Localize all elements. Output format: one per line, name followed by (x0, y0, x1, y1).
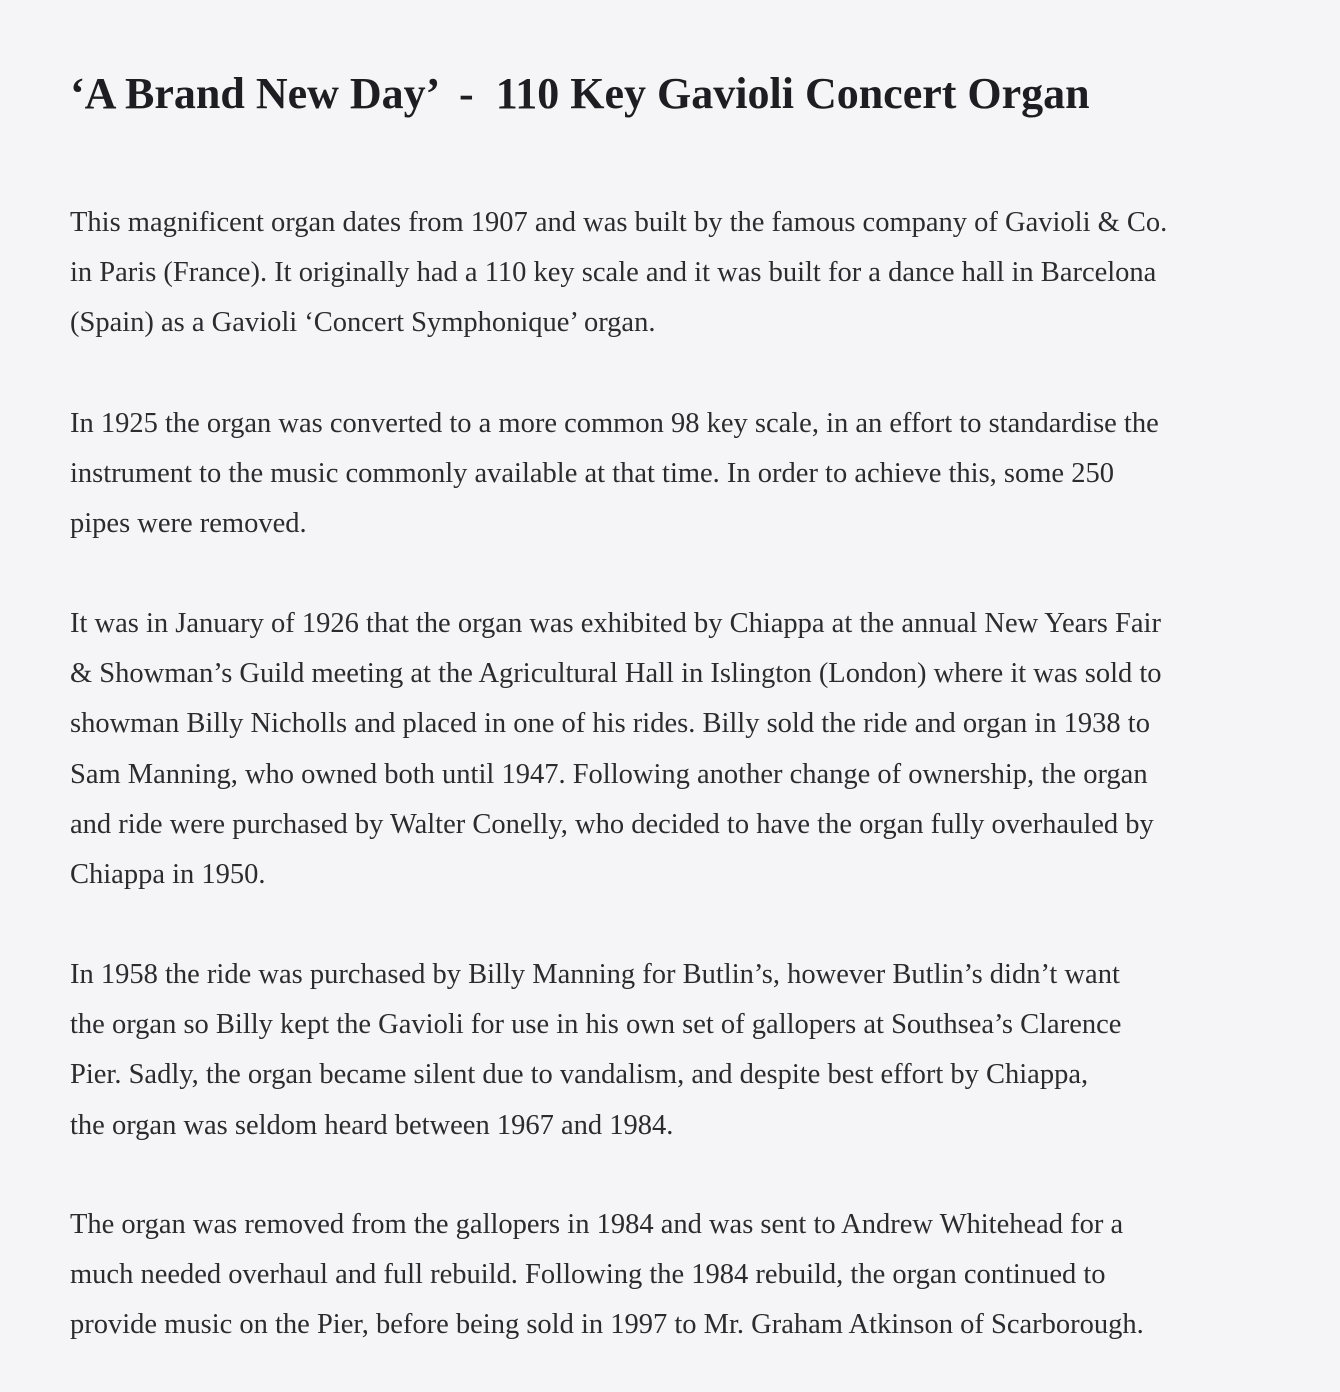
paragraph-line: showman Billy Nicholls and placed in one of his rides. Billy sold the ride and organ in 1938 to (70, 708, 1150, 740)
paragraph-line: & Showman’s Guild meeting at the Agricultural Hall in Islington (London) where it was sold to (70, 658, 1162, 690)
paragraph-line: much needed overhaul and full rebuild. Following the 1984 rebuild, the organ continued to (70, 1259, 1106, 1291)
paragraph-3 (70, 599, 1162, 900)
paragraph-line: It was in January of 1926 that the organ was exhibited by Chiappa at the annual New Years Fair (70, 608, 1161, 639)
paragraph-line: pipes were removed. (70, 508, 307, 540)
paragraph-line: provide music on the Pier, before being sold in 1997 to Mr. Graham Atkinson of Scarborough. (70, 1309, 1144, 1341)
paragraph-line: Sam Manning, who owned both until 1947. Following another change of ownership, the organ (70, 758, 1148, 790)
paragraph-line: (Spain) as a Gavioli ‘Concert Symphonique’ organ. (70, 307, 656, 339)
paragraph-line: the organ so Billy kept the Gavioli for use in his own set of gallopers at Southsea’s Clarence (70, 1009, 1122, 1041)
paragraph-line: This magnificent organ dates from 1907 and was built by the famous company of Gavioli & Co. (70, 207, 1168, 238)
paragraph-line: In 1958 the ride was purchased by Billy Manning for Butlin’s, however Butlin’s didn’t want (70, 959, 1120, 990)
paragraph-4 (70, 950, 1121, 1151)
document-title: ‘A Brand New Day’ - 110 Key Gavioli Concert Organ (70, 69, 1090, 118)
paragraph-line: The organ was removed from the gallopers in 1984 and was sent to Andrew Whitehead for a (70, 1209, 1124, 1240)
paragraph-line: and ride were purchased by Walter Conelly, who decided to have the organ fully overhauled by (70, 808, 1154, 840)
paragraph-line: Chiappa in 1950. (70, 859, 266, 891)
paragraph-2 (70, 399, 1159, 550)
paragraph-1 (70, 198, 1167, 349)
paragraph-line: In 1925 the organ was converted to a more common 98 key scale, in an effort to standardise the (70, 408, 1159, 439)
paragraph-line: instrument to the music commonly available at that time. In order to achieve this, some 250 (70, 458, 1114, 490)
paragraph-line: Pier. Sadly, the organ became silent due to vandalism, and despite best effort by Chiappa, (70, 1059, 1089, 1091)
paragraph-line: the organ was seldom heard between 1967 and 1984. (70, 1109, 674, 1141)
paragraph-5 (70, 1200, 1144, 1351)
paragraph-line: in Paris (France). It originally had a 110 key scale and it was built for a dance hall in Barcelona (70, 257, 1157, 289)
